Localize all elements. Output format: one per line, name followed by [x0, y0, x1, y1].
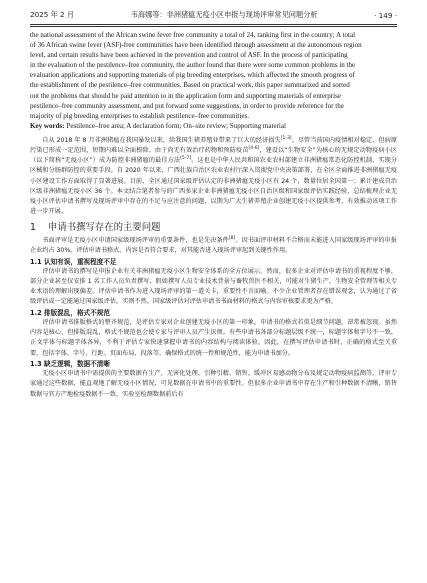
- abstract-line: level, and certain results have been achieved in the prevention and control of ASF. In the process of participating: [30, 51, 348, 60]
- subsection-heading: 1.2 排版混乱，格式不规范: [30, 308, 110, 317]
- intro-text-b: 。尽管当前国内疫情相对稳定，但病原污染已形成一定范围，短期内难以全面根除。由于尚无有效治疗药物和预防疫苗: [30, 136, 397, 155]
- intro-paragraph: [30, 136, 397, 217]
- running-title: 韦海娜等：非洲猪瘟无疫小区申报与现场评审常见问题分析: [130, 10, 318, 19]
- citation-ref: [5-7]: [180, 156, 191, 162]
- intro-text-c: ，建设以“生物安全”为核心的无规定动物疫病小区（以下简称“无疫小区”）成为防控非洲猪瘟的最佳方法: [30, 147, 397, 165]
- citation-ref: [4-6]: [248, 146, 260, 152]
- abstract-line: evaluation applications and supporting materials of pig breeding enterprises, which affected the smooth progress of: [30, 71, 355, 80]
- english-keywords: [30, 121, 397, 131]
- citation-ref: [8]: [228, 236, 236, 242]
- section-heading: [30, 221, 397, 234]
- intro-text-d: 。这也是中华人民共和国农业农村部建立非洲猪瘟常态化防控机制、实现分区械和分肠群防控的重要手段。自 2020 年以来，广西壮族自治区农业农村厅深入贯彻党中央决策部署，在全区全面推进非洲猪瘟无疫小区建设工作方面取得了显著进展。目前，全区通过国家级评估认定的非洲猪瘟无疫小区有 24 个，数量位居全国第一；累计建成自治区级非洲猪瘟无疫小区 36 个。本文结合笔者参与的广西多家企业非洲猪瘟无疫小区自治区级和国家级评估实践经验，总结梳理企业无疫小区评估申请书撰写及现场评审中存在的不足与应注意的问题，以期为广大生猪养殖企业创建无疫小区提供参考，有效推动该项工作进一步开展。: [30, 157, 397, 216]
- subsection-paragraph: 评估申请书的撰写是申报企业有关非洲猪瘟无疫小区生物安全体系的全方位展示。然而，很多企业对评估申请书的重视程度不够，部分企业甚至仅安排 1 名工作人员负责撰写，假如撰写人员专业技术背景与畜牧兽医不相关，可能对生猪生产、生物安全管理等相关专业术语的理解出现偏差。评估申请书作为进入现场评审的第一道关卡，重要性不言而喻。不少企业管理者存在错误观念，认为通过了省级评估或一定能通过国家级评估，实则不然。国家级评估对评估申请书书面材料的格式与内容审核要求更为严格。: [30, 268, 397, 306]
- english-abstract: [30, 30, 397, 121]
- section-text-b: 。因书面评审材料不合格而未能进入国家级现场评审的申报企业约占 30%。评估申请书格式、内容是否符合要求，对其能否进入现场评审起到关键性作用。: [30, 237, 397, 255]
- section-title: 申请书撰写存在的主要问题: [48, 222, 161, 234]
- abstract-line: majority of pig breeding enterprises to establish pestilence–free communities.: [30, 111, 249, 120]
- section-paragraph: [30, 236, 397, 256]
- keywords-label: Key words:: [30, 121, 65, 130]
- page-number: · 149 ·: [374, 10, 397, 20]
- page-content: [30, 30, 397, 400]
- abstract-line: of 36 African swine fever (ASF)-free communities have been identified through assessment at the autonomous region: [30, 41, 362, 50]
- abstract-line: pestilence–free community assessment, and put forward some suggestions, in order to provide reference for the: [30, 101, 344, 110]
- abstract-line: in the evaluation of the pestilence–free community, the author found that there were some common problems in the: [30, 61, 356, 70]
- citation-ref: [1-3]: [280, 135, 292, 141]
- subsection-heading: 1.3 缺乏逻辑，数据不清晰: [30, 359, 110, 368]
- section-number: 1: [30, 222, 36, 234]
- intro-text-a: 自从 2018 年 8 月非洲猪瘟在我国暴发以来，给我国生猪养殖业带来了巨大的经济损失: [42, 136, 281, 144]
- abstract-line: out the problems that should be paid attention to in the application form and supporting materials of enterprise: [30, 91, 341, 100]
- abstract-line: the national assessment of the African swine fever free community a total of 24, ranking first in the country; A total: [30, 31, 356, 39]
- subsection-paragraph: 无疫小区申请书中需提供的主要数据有生产、无害化处理、引种引精、销售、缓冲区易感动物分布及规定动物疫病监测等。评审专家通过这些数据，能直观地了解无疫小区情况，可见数据在申请书中的重要性。但很多企业申请书中存在生产和引种数据不清晰，销售数据与官方产地检疫数据不一致，实验室检测数据前后有: [30, 370, 397, 398]
- section-text-a: 书面评审是无疫小区申请国家级现场评审的重要条件，也是先决条件: [42, 237, 229, 245]
- running-header: [30, 8, 397, 22]
- subsection-paragraph: 评估申请书排版格式的整齐规范，是评估专家对企业创建无疫小区的第一印象。申请书的格式若似是细节问题，却常被忽视。虽然内容是核心，但排版混乱，格式不规范也会使专家与评审人员产生厌烦。有些申请书各部分标题层级不统一，标题字体和字号不一致，正文字体与标题字体各异，不利于评估专家快速掌握申请书的内容结构与阅读体验。因此，在撰写评估申请书时，正确的格式至关重要，包括字体、字号、行距、页面布局、段落等。确保格式的统一性和规范性，能为申请书加分。: [30, 319, 397, 357]
- subsection-heading: 1.1 认知有误，重视程度不足: [30, 257, 117, 266]
- keywords-text: Pestilence–free area; A declaration form; On–site review; Supporting material: [64, 121, 286, 130]
- journal-issue-date: 2025 年 2 月: [30, 10, 75, 19]
- abstract-line: the establishment of the pestilence–free communities. Based on practical work, this paper summarized and sorted: [30, 81, 350, 90]
- header-rule-thin: [30, 26, 397, 27]
